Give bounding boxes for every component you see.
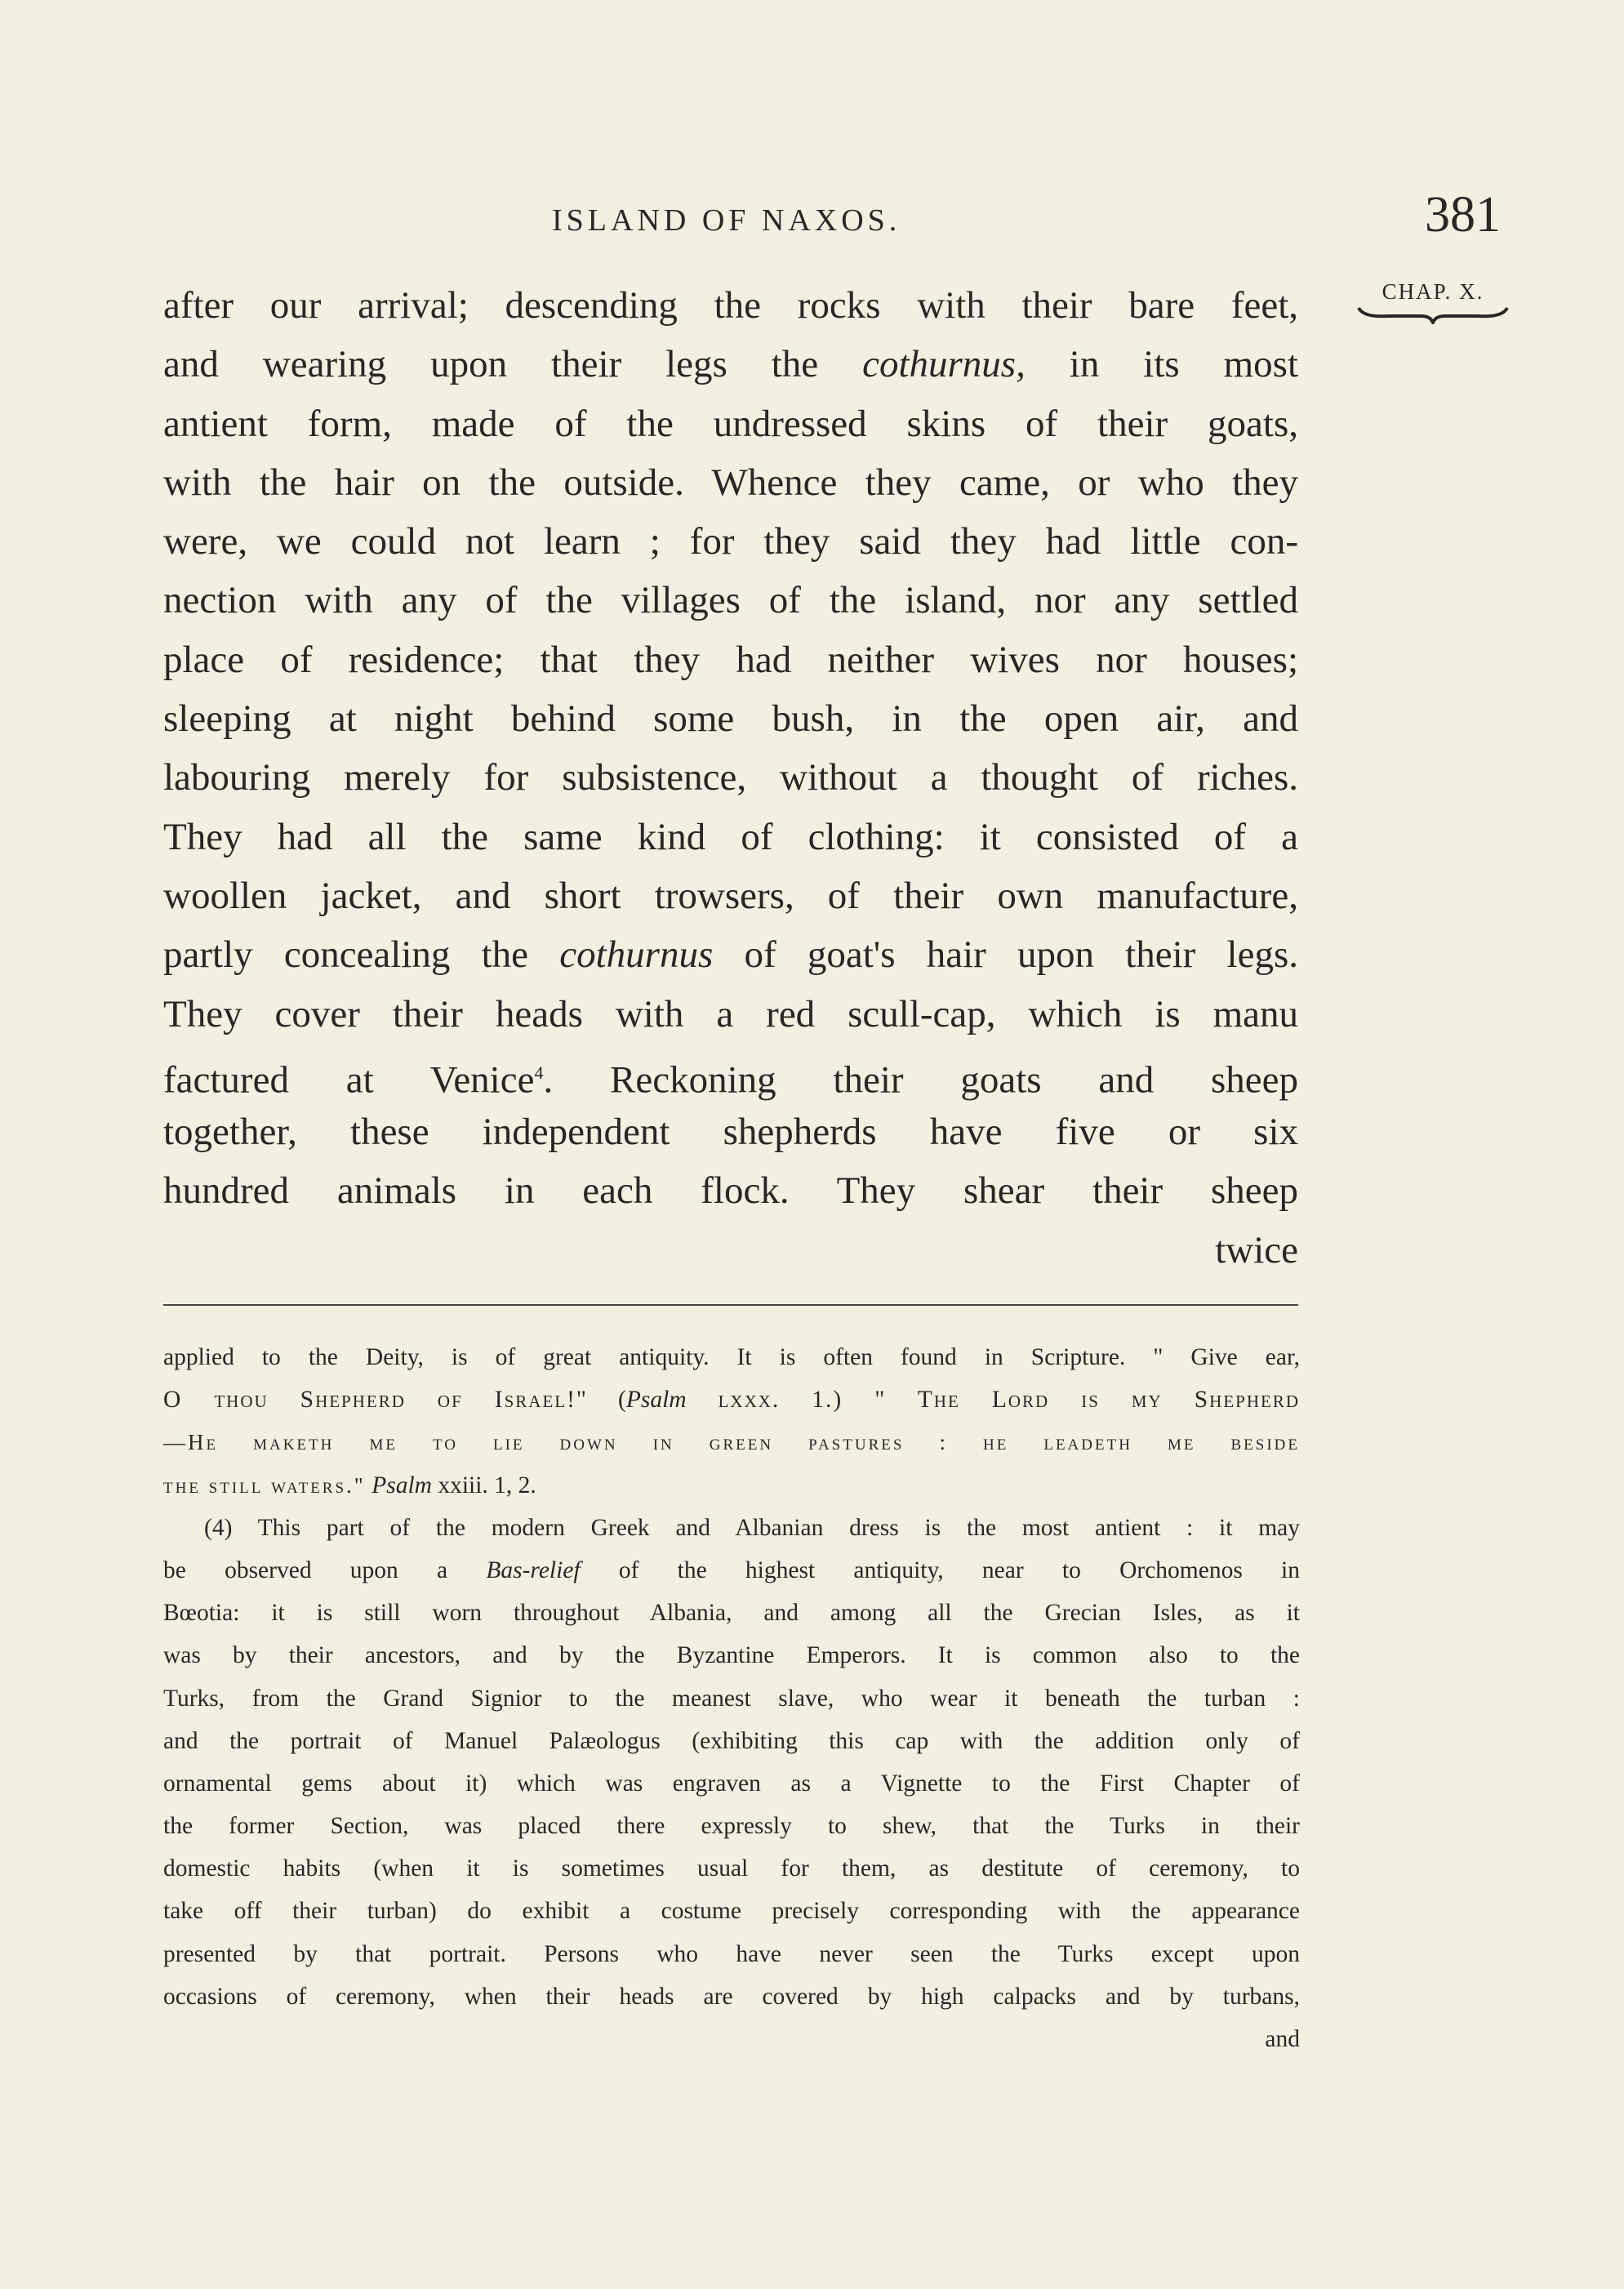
body-line: They cover their heads with a red scull-cap, which is manu: [163, 992, 1298, 1035]
footnote-line: the still waters." Psalm xxiii. 1, 2.: [163, 1472, 536, 1499]
body-line: with the hair on the outside. Whence they came, or who they: [163, 461, 1298, 504]
italic-term: cothurnus: [559, 933, 714, 977]
footnote-line: Bœotia: it is still worn throughout Albania, and among all the Grecian Isles, as it: [163, 1600, 1300, 1627]
body-line: partly concealing the cothurnus of goat's hair upon their legs.: [163, 933, 1299, 977]
main-body-text: [163, 276, 1298, 1280]
footnote-line: ornamental gems about it) which was engraven as a Vignette to the First Chapter of: [163, 1770, 1300, 1797]
body-line: hundred animals in each flock. They shear their sheep: [163, 1169, 1298, 1213]
body-line: They had all the same kind of clothing: it consisted of a: [163, 815, 1298, 858]
footnote-line: O thou Shepherd of Israel!" (Psalm lxxx. 1.) " The Lord is my Shepherd: [163, 1387, 1300, 1414]
footnotes: [163, 1336, 1300, 2060]
body-line: woollen jacket, and short trowsers, of their own manufacture,: [163, 874, 1298, 917]
footnote-line: presented by that portrait. Persons who have never seen the Turks except upon: [163, 1940, 1300, 1967]
footnote-line: —He maketh me to lie down in green pastures : he leadeth me beside: [163, 1430, 1300, 1455]
body-line: antient form, made of the undressed skins of their goats,: [163, 402, 1298, 445]
chapter-label: CHAP. X.: [1382, 279, 1484, 304]
body-line: and wearing upon their legs the cothurnus, in its most: [163, 343, 1299, 386]
footnote-rule: [163, 1304, 1298, 1306]
body-line: sleeping at night behind some bush, in the open air, and: [163, 697, 1298, 741]
footnote-line: be observed upon a Bas-relief of the highest antiquity, near to Orchomenos in: [163, 1556, 1300, 1583]
body-line: after our arrival; descending the rocks with their bare feet,: [163, 284, 1298, 327]
body-line: nection with any of the villages of the island, nor any settled: [163, 579, 1298, 622]
footnote-catchword: and: [1265, 2026, 1300, 2052]
footnote-line: Turks, from the Grand Signior to the meanest slave, who wear it beneath the turban :: [163, 1685, 1300, 1712]
body-line: place of residence; that they had neither wives nor houses;: [163, 638, 1298, 681]
footnote-line: the former Section, was placed there expressly to shew, that the Turks in their: [163, 1813, 1300, 1840]
chapter-margin-note: [1355, 279, 1511, 324]
footnote-line: domestic habits (when it is sometimes usual for them, as destitute of ceremony, to: [163, 1855, 1300, 1882]
footnote-line: occasions of ceremony, when their heads are covered by high calpacks and by turbans,: [163, 1983, 1300, 2010]
brace-ornament: [1355, 305, 1511, 324]
catchword: twice: [1215, 1228, 1298, 1271]
italic-term: cothurnus,: [862, 343, 1026, 386]
body-line: factured at Venice$^4$. Reckoning their goats and sheep: [163, 1058, 1298, 1102]
running-head-title: ISLAND OF NAXOS.: [552, 203, 901, 238]
body-line: together, these independent shepherds have five or six: [163, 1111, 1298, 1154]
footnote-line: and the portrait of Manuel Palæologus (exhibiting this cap with the addition only of: [163, 1727, 1300, 1754]
footnote-line: (4) This part of the modern Greek and Albanian dress is the most antient : it may: [204, 1514, 1300, 1541]
footnote-ref: 4: [534, 1062, 544, 1083]
footnote-line: was by their ancestors, and by the Byzantine Emperors. It is common also to the: [163, 1642, 1300, 1669]
footnote-line: take off their turban) do exhibit a costume precisely corresponding with the appearance: [163, 1898, 1300, 1925]
body-line: were, we could not learn ; for they said they had little con-: [163, 520, 1298, 563]
footnote-line: applied to the Deity, is of great antiquity. It is often found in Scripture. " Give ear,: [163, 1344, 1300, 1370]
body-line: labouring merely for subsistence, without a thought of riches.: [163, 756, 1298, 799]
page-number: 381: [1425, 187, 1501, 243]
